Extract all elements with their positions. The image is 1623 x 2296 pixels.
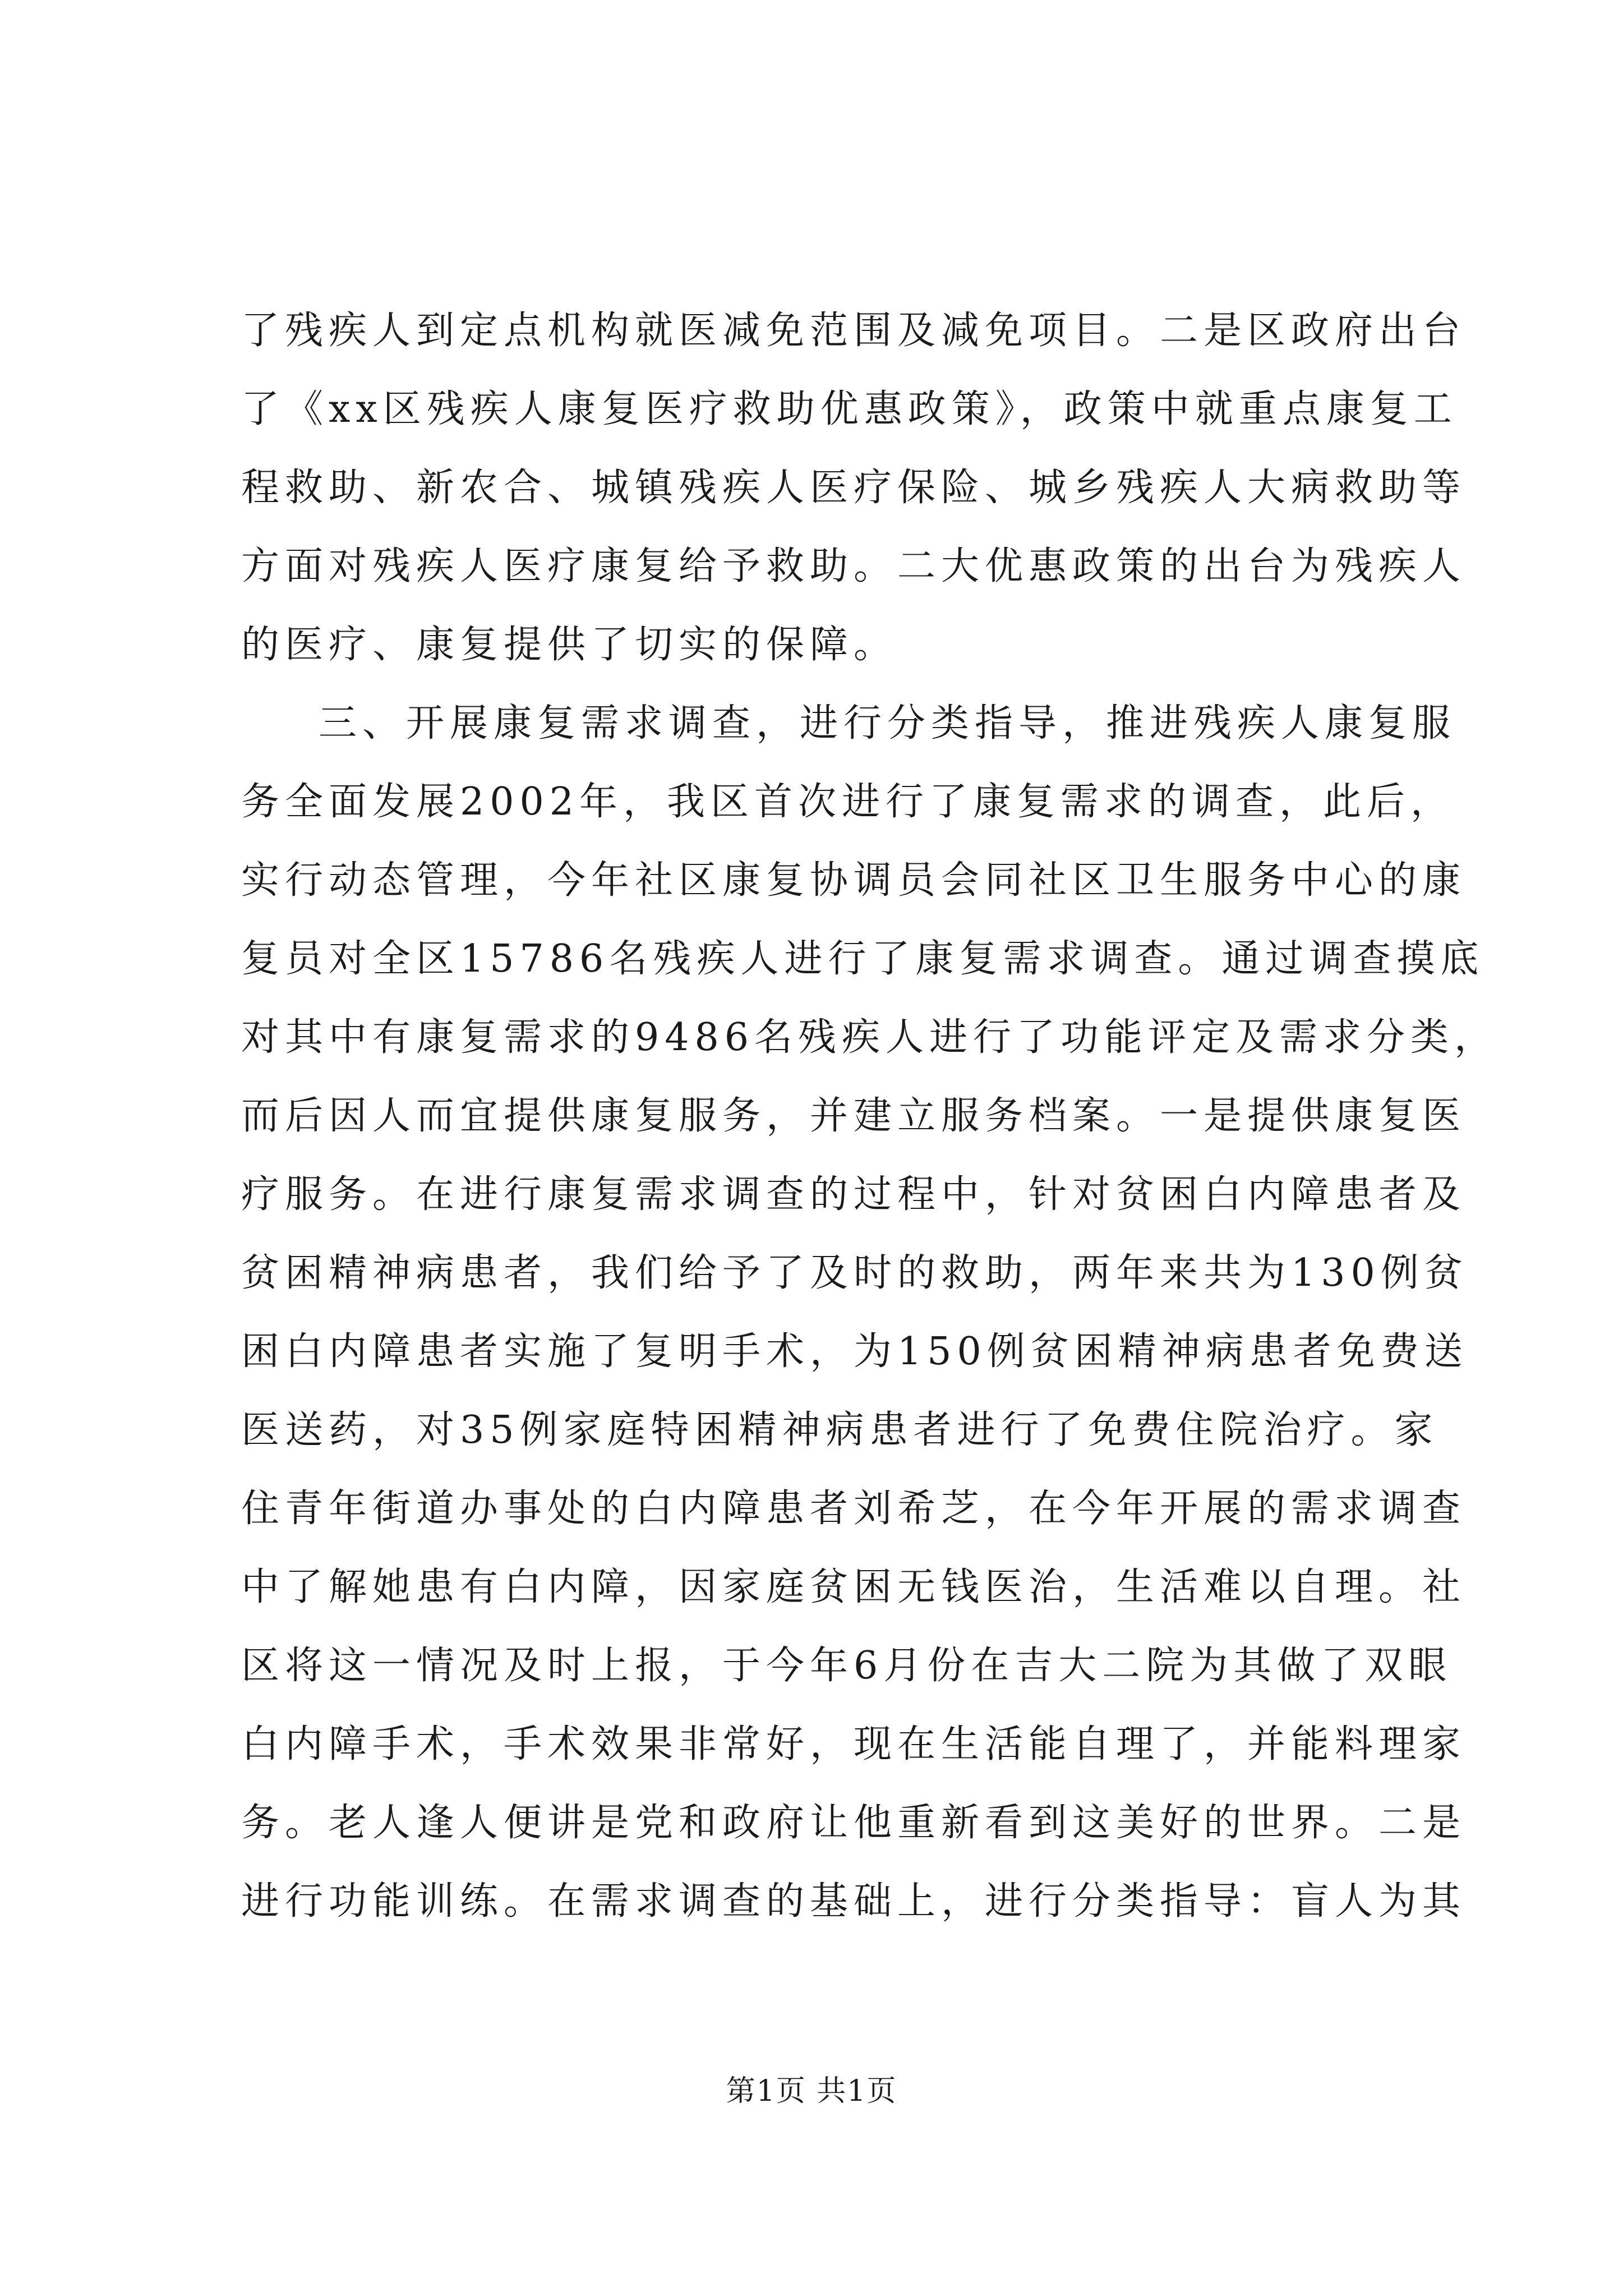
text-line: 医送药，对35例家庭特困精神病患者进行了免费住院治疗。家	[241, 1408, 1438, 1452]
page-number-footer: 第1页 共1页	[726, 2074, 897, 2108]
text-line: 方面对残疾人医疗康复给予救助。二大优惠政策的出台为残疾人	[241, 544, 1467, 588]
text-line: 务。老人逢人便讲是党和政府让他重新看到这美好的世界。二是	[241, 1801, 1467, 1845]
text-line: 进行功能训练。在需求调查的基础上，进行分类指导：盲人为其	[241, 1879, 1467, 1924]
text-line: 程救助、新农合、城镇残疾人医疗保险、城乡残疾人大病救助等	[241, 466, 1467, 510]
document-body	[241, 292, 1498, 1941]
text-line: 实行动态管理，今年社区康复协调员会同社区卫生服务中心的康	[241, 858, 1467, 903]
text-line: 疗服务。在进行康复需求调查的过程中，针对贫困白内障患者及	[241, 1172, 1467, 1217]
text-line: 而后因人而宜提供康复服务，并建立服务档案。一是提供康复医	[241, 1094, 1467, 1138]
text-line: 复员对全区15786名残疾人进行了康复需求调查。通过调查摸底	[241, 937, 1484, 981]
text-line: 贫困精神病患者，我们给予了及时的救助，两年来共为130例贫	[241, 1251, 1468, 1295]
text-line: 白内障手术，手术效果非常好，现在生活能自理了，并能料理家	[241, 1722, 1467, 1766]
text-line: 了《xx区残疾人康复医疗救助优惠政策》，政策中就重点康复工	[241, 387, 1458, 431]
text-line: 了残疾人到定点机构就医减免范围及减免项目。二是区政府出台	[241, 309, 1467, 353]
text-line: 困白内障患者实施了复明手术，为150例贫困精神病患者免费送	[241, 1329, 1468, 1374]
text-line: 务全面发展2002年，我区首次进行了康复需求的调查，此后，	[241, 780, 1455, 824]
section-heading-line: 三、开展康复需求调查，进行分类指导，推进残疾人康复服	[319, 701, 1456, 746]
text-line: 对其中有康复需求的9486名残疾人进行了功能评定及需求分类，	[241, 1015, 1498, 1060]
text-line: 的医疗、康复提供了切实的保障。	[241, 623, 898, 667]
text-line: 区将这一情况及时上报，于今年6月份在吉大二院为其做了双眼	[241, 1644, 1453, 1688]
text-line: 住青年街道办事处的白内障患者刘希芝，在今年开展的需求调查	[241, 1487, 1467, 1531]
text-line: 中了解她患有白内障，因家庭贫困无钱医治，生活难以自理。社	[241, 1565, 1467, 1609]
